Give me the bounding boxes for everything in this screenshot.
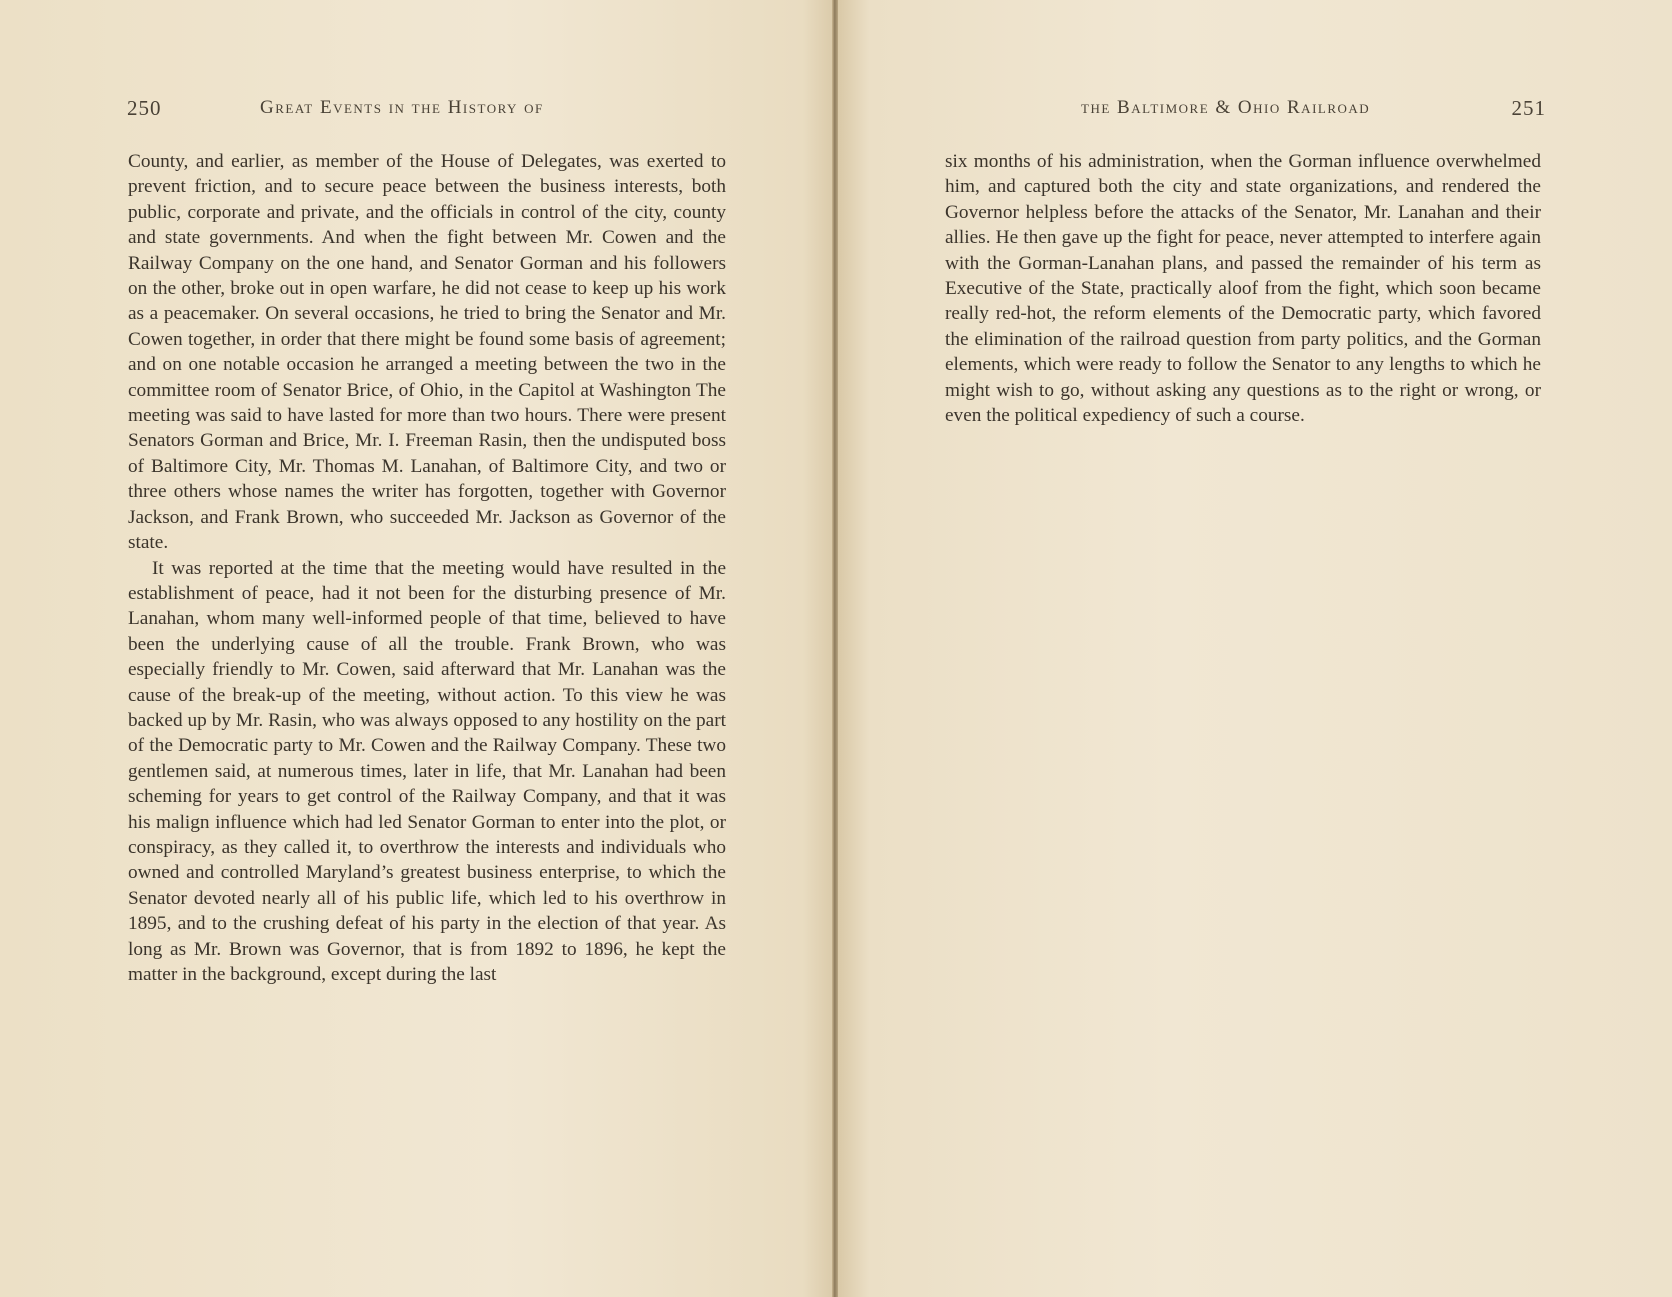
left-paragraph-2: It was reported at the time that the meeting would have resulted in the establishment of peace, had it not been for the disturbing presence of Mr. Lanahan, whom many well-informed people of that time, believed to have been the underlying cause of all the trouble. Frank Brown, who was especially friendly to Mr. Cowen, said afterward that Mr. Lanahan was the cause of the break-up of the meeting, without action. To this view he was backed up by Mr. Rasin, who was always opposed to any hostility on the part of the Democratic party to Mr. Cowen and the Railway Company. These two gentlemen said, at numerous times, later in life, that Mr. Lanahan had been scheming for years to get control of the Railway Company, and that it was his malign influence which had led Senator Gorman to enter into the plot, or conspiracy, as they called it, to overthrow the interests and individuals who owned and controlled Maryland’s greatest business enterprise, to which the Senator devoted nearly all of his public life, which led to his overthrow in 1895, and to the crushing defeat of his party in the election of that year. As long as Mr. Brown was Governor, that is from 1892 to 1896, he kept the matter in the background, except during the last bbox=[128, 557, 726, 985]
right-running-title: the Baltimore & Ohio Railroad bbox=[1081, 97, 1371, 118]
left-body-text bbox=[128, 149, 726, 987]
left-paragraph-1: County, and earlier, as member of the House of Delegates, was exerted to prevent friction, and to secure peace between the business interests, both public, corporate and private, and the officials in control of the city, county and state governments. And when the fight between Mr. Cowen and the Railway Company on the one hand, and Senator Gorman and his followers on the other, broke out in open warfare, he did not cease to keep up his work as a peacemaker. On several occasions, he tried to bring the Senator and Mr. Cowen together, in order that there might be found some basis of agreement; and on one notable occasion he arranged a meeting between the two in the committee room of Senator Brice, of Ohio, in the Capitol at Washington The meeting was said to have lasted for more than two hours. There were present Senators Gorman and Brice, Mr. I. Freeman Rasin, then the undisputed boss of Baltimore City, Mr. Thomas M. Lanahan, of Baltimore City, and two or three others whose names the writer has forgotten, together with Governor Jackson, and Frank Brown, who succeeded Mr. Jackson as Governor of the state. bbox=[128, 151, 726, 554]
left-page-number: 250 bbox=[127, 96, 162, 120]
right-paragraph-1: six months of his administration, when the Gorman influence overwhelmed him, and captured both the city and state organizations, and rendered the Governor helpless before the attacks of the Senator, Mr. Lanahan and their allies. He then gave up the fight for peace, never attempted to interfere again with the Gorman-Lanahan plans, and passed the remainder of his term as Executive of the State, practically aloof from the fight, which soon became really red-hot, the reform elements of the Democratic party, which favored the elimination of the railroad question from party politics, and the Gorman elements, which were ready to follow the Senator to any lengths to which he might wish to go, without asking any questions as to the right or wrong, or even the political expediency of such a course. bbox=[945, 151, 1541, 427]
book-gutter bbox=[832, 0, 838, 1297]
left-running-title: Great Events in the History of bbox=[260, 97, 544, 118]
right-body-text bbox=[945, 149, 1541, 428]
left-running-head bbox=[127, 96, 727, 126]
right-page-number: 251 bbox=[1511, 96, 1546, 120]
right-running-head bbox=[1081, 96, 1546, 126]
